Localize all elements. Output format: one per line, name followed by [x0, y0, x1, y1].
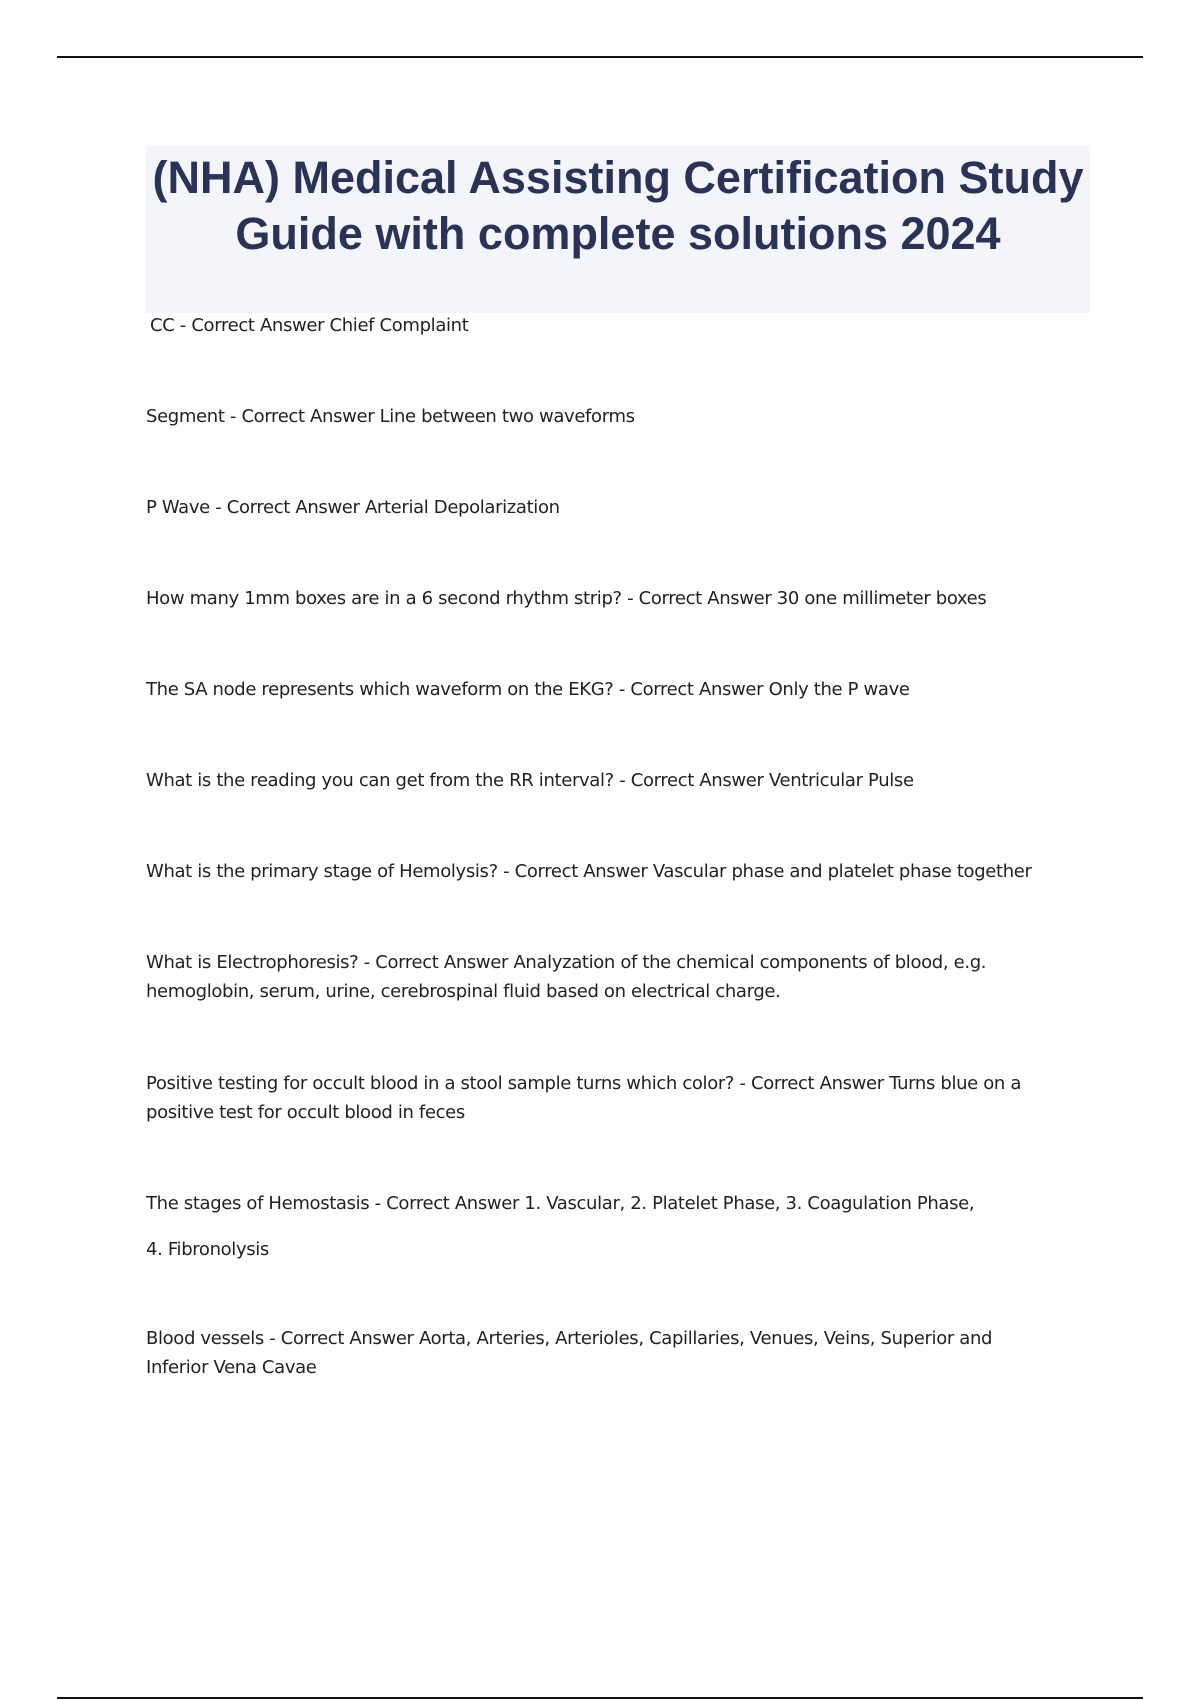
- qa-entry-p-wave: P Wave - Correct Answer Arterial Depolarization: [146, 497, 560, 518]
- qa-entry-segment: Segment - Correct Answer Line between two waveforms: [146, 406, 635, 427]
- qa-entry-hemostasis: [146, 1189, 1076, 1264]
- document-title: (NHA) Medical Assisting Certification Study Guide with complete solutions 2024: [152, 152, 1084, 259]
- qa-entry-hemostasis-line-1: The stages of Hemostasis - Correct Answer 1. Vascular, 2. Platelet Phase, 3. Coagulation Phase,: [146, 1193, 975, 1214]
- qa-entry-sa-node: The SA node represents which waveform on the EKG? - Correct Answer Only the P wave: [146, 679, 910, 700]
- footer-rule: [57, 1697, 1143, 1699]
- qa-entry-blood-vessels: Blood vessels - Correct Answer Aorta, Arteries, Arterioles, Capillaries, Venues, Veins, Superior and Inferior Vena Cavae: [146, 1328, 993, 1378]
- qa-entry-occult-blood: Positive testing for occult blood in a stool sample turns which color? - Correct Answer Turns blue on a positive test for occult blood in feces: [146, 1073, 1022, 1123]
- qa-entry-cc: CC - Correct Answer Chief Complaint: [150, 315, 469, 336]
- qa-entry-electrophoresis: What is Electrophoresis? - Correct Answer Analyzation of the chemical components of blood, e.g. hemoglobin, serum, urine, cerebrospinal fluid based on electrical charge.: [146, 952, 987, 1002]
- qa-entry-rr-interval: What is the reading you can get from the RR interval? - Correct Answer Ventricular Pulse: [146, 770, 914, 791]
- qa-entry-hemostasis-line-2: 4. Fibronolysis: [146, 1239, 269, 1260]
- title-band: [146, 146, 1090, 313]
- qa-entry-rhythm-strip: How many 1mm boxes are in a 6 second rhythm strip? - Correct Answer 30 one millimeter boxes: [146, 588, 987, 609]
- qa-entry-hemolysis: What is the primary stage of Hemolysis? - Correct Answer Vascular phase and platelet phase together: [146, 861, 1032, 882]
- header-rule: [57, 56, 1143, 58]
